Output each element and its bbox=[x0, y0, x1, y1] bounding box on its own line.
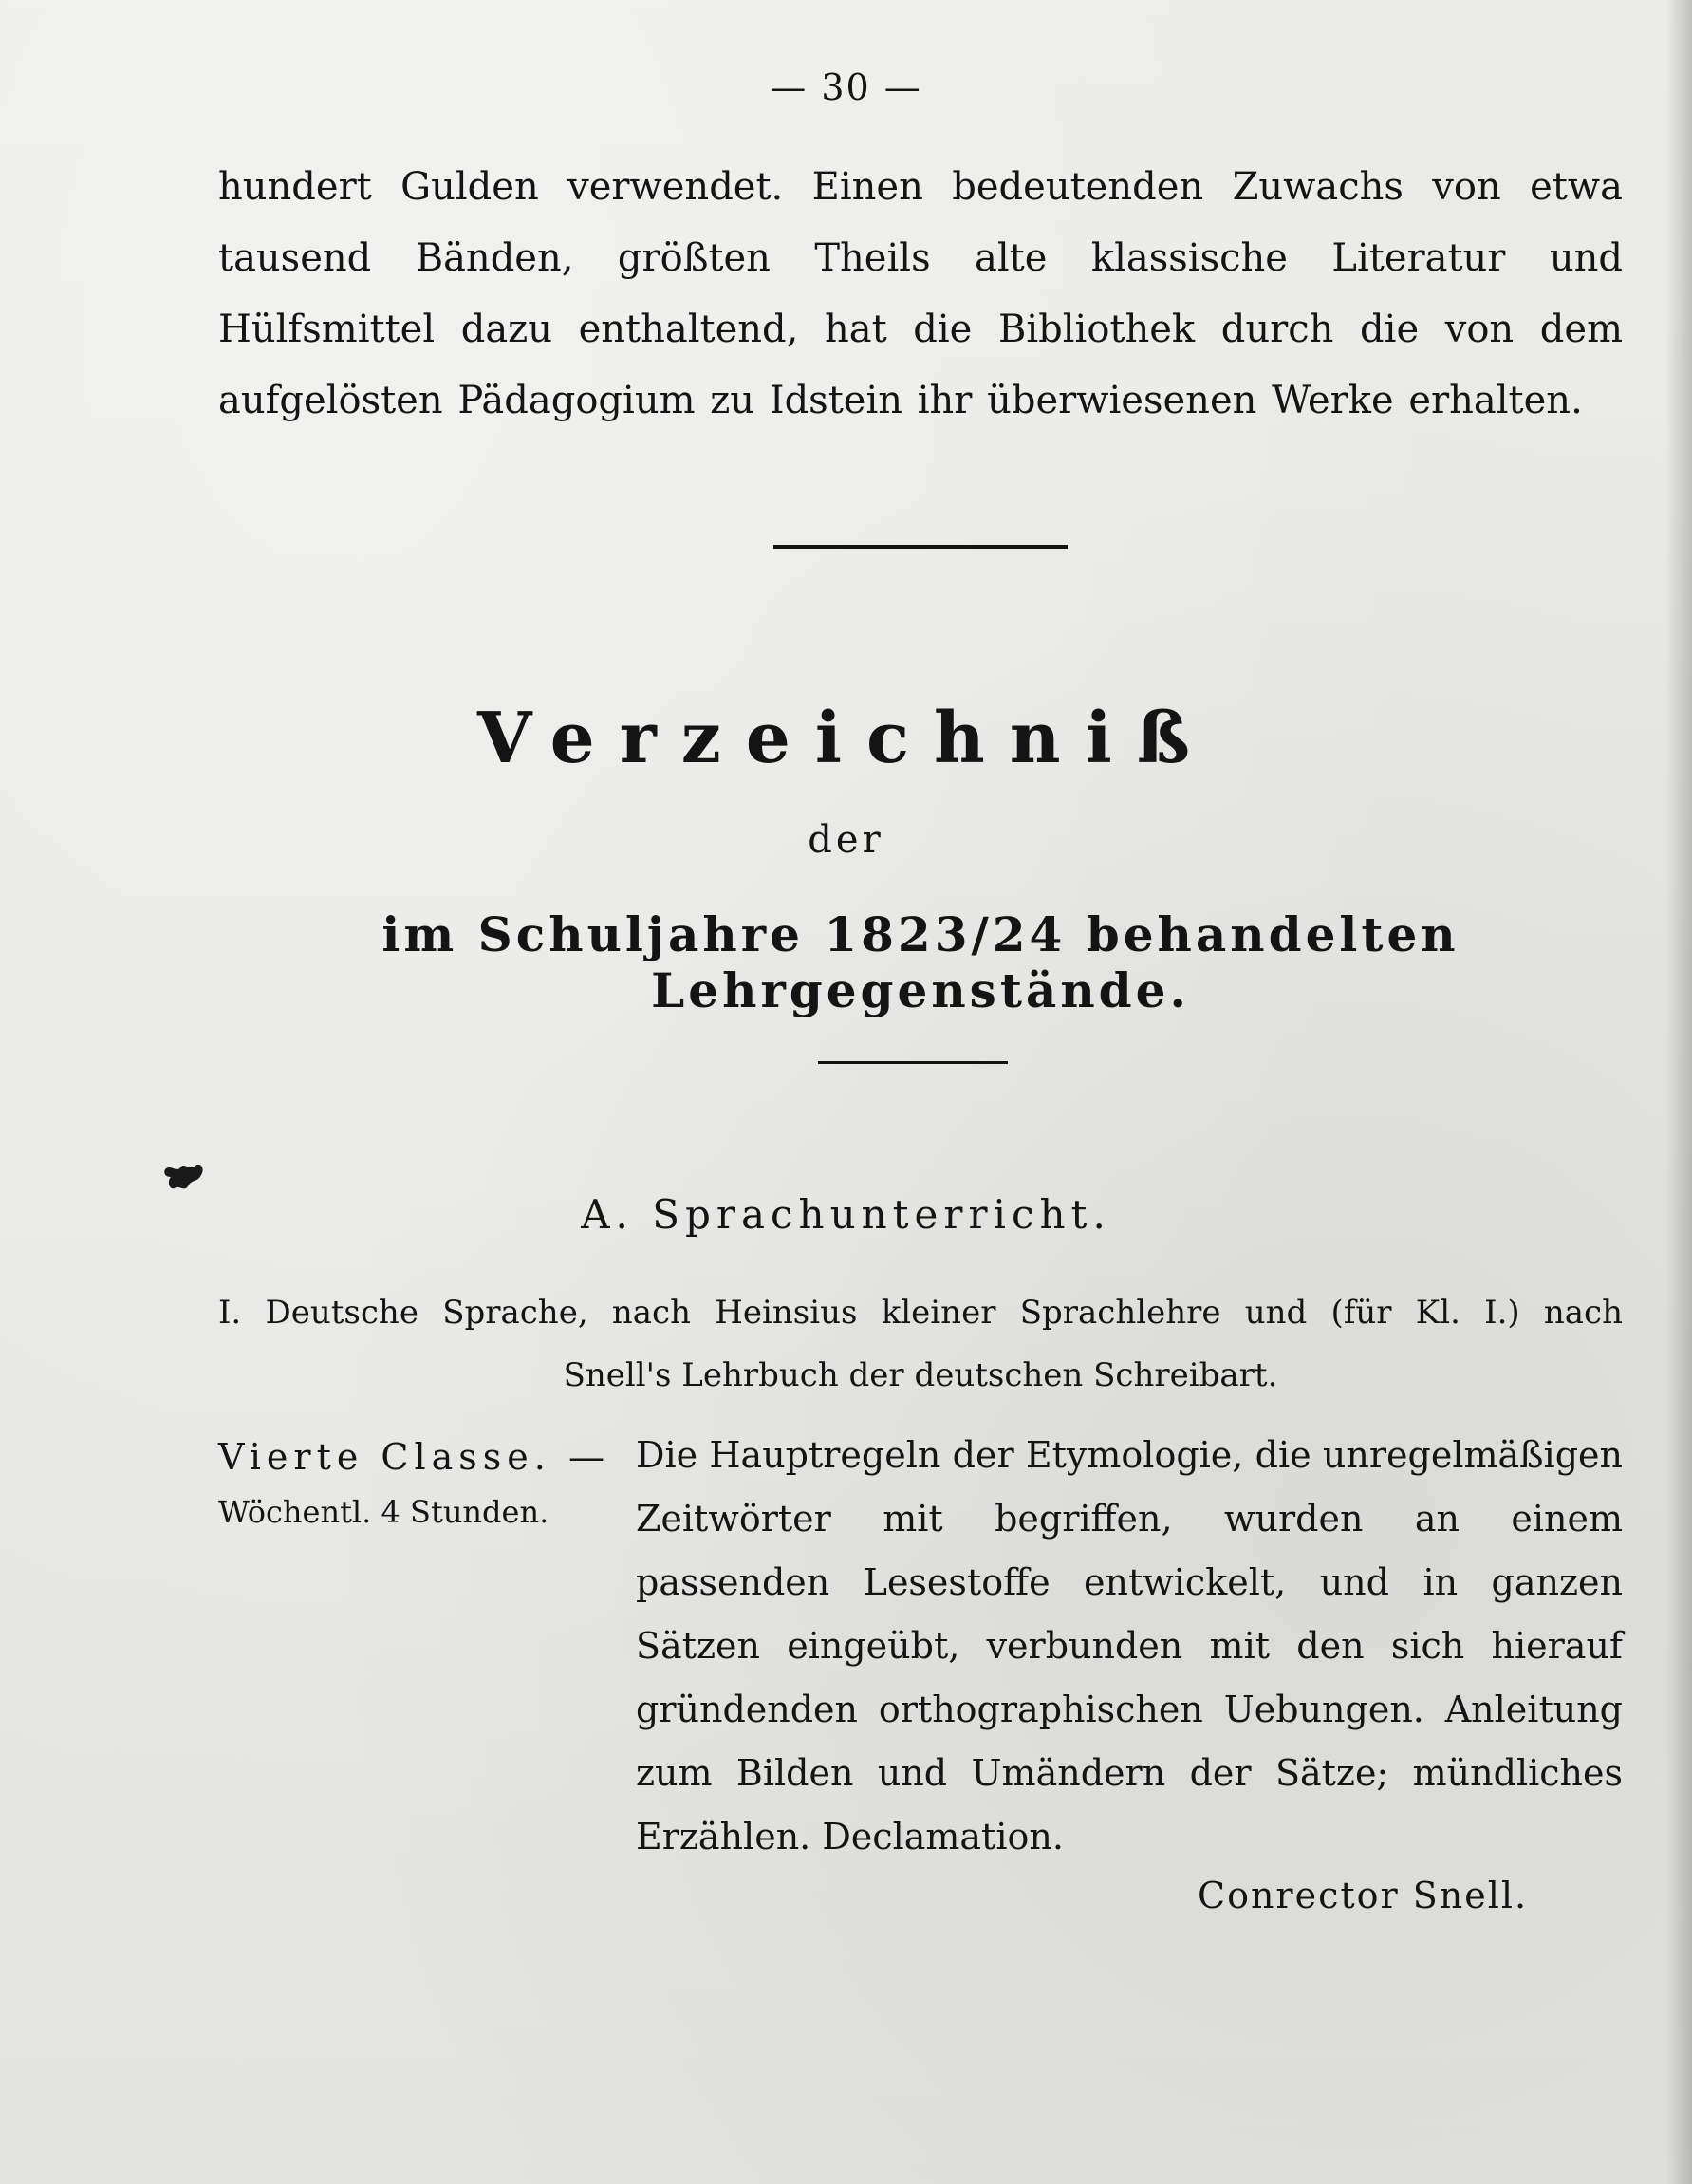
main-title: Verzeichniß bbox=[477, 698, 1215, 779]
subject-line-1: I. Deutsche Sprache, nach Heinsius kleiner Sprachlehre und (für Kl. I.) nach bbox=[218, 1294, 1623, 1332]
section-divider-middle bbox=[818, 1061, 1008, 1064]
subject-entry bbox=[218, 1281, 1623, 1407]
ink-blot-ornament bbox=[163, 1160, 205, 1192]
teacher-signature: Conrector Snell. bbox=[1198, 1875, 1529, 1916]
subject-line-2: Snell's Lehrbuch der deutschen Schreibart. bbox=[563, 1356, 1278, 1394]
class-label bbox=[218, 1428, 617, 1539]
class-hours: Wöchentl. 4 Stunden. bbox=[218, 1494, 549, 1530]
subtitle: im Schuljahre 1823/24 behandelten Lehrgegenstände. bbox=[381, 906, 1460, 1018]
subtitle-article: der bbox=[808, 818, 884, 862]
class-description: Die Hauptregeln der Etymologie, die unregelmäßigen Zeitwörter mit begriffen, wurden an einem passenden Lesestoffe entwickelt, und in ganzen Sätzen eingeübt, verbunden mit den sich hierauf gründenden orthographischen Uebungen. Anleitung zum Bilden und Umändern der Sätze; mündliches Erzählen. Declamation. bbox=[636, 1434, 1623, 1857]
section-heading: A. Sprachunterricht. bbox=[581, 1191, 1111, 1238]
intro-paragraph: hundert Gulden verwendet. Einen bedeutenden Zuwachs von etwa tausend Bänden, größten Theils alte klassische Literatur und Hülfsmittel dazu enthaltend, hat die Bibliothek durch die von dem aufgelösten Pädagogium zu Idstein ihr überwiesenen Werke erhalten. bbox=[218, 165, 1623, 422]
section-divider-top bbox=[773, 545, 1068, 549]
page-edge-shadow bbox=[1665, 0, 1692, 2184]
class-name: Vierte Classe. — bbox=[218, 1436, 610, 1478]
page-number: — 30 — bbox=[770, 66, 922, 108]
